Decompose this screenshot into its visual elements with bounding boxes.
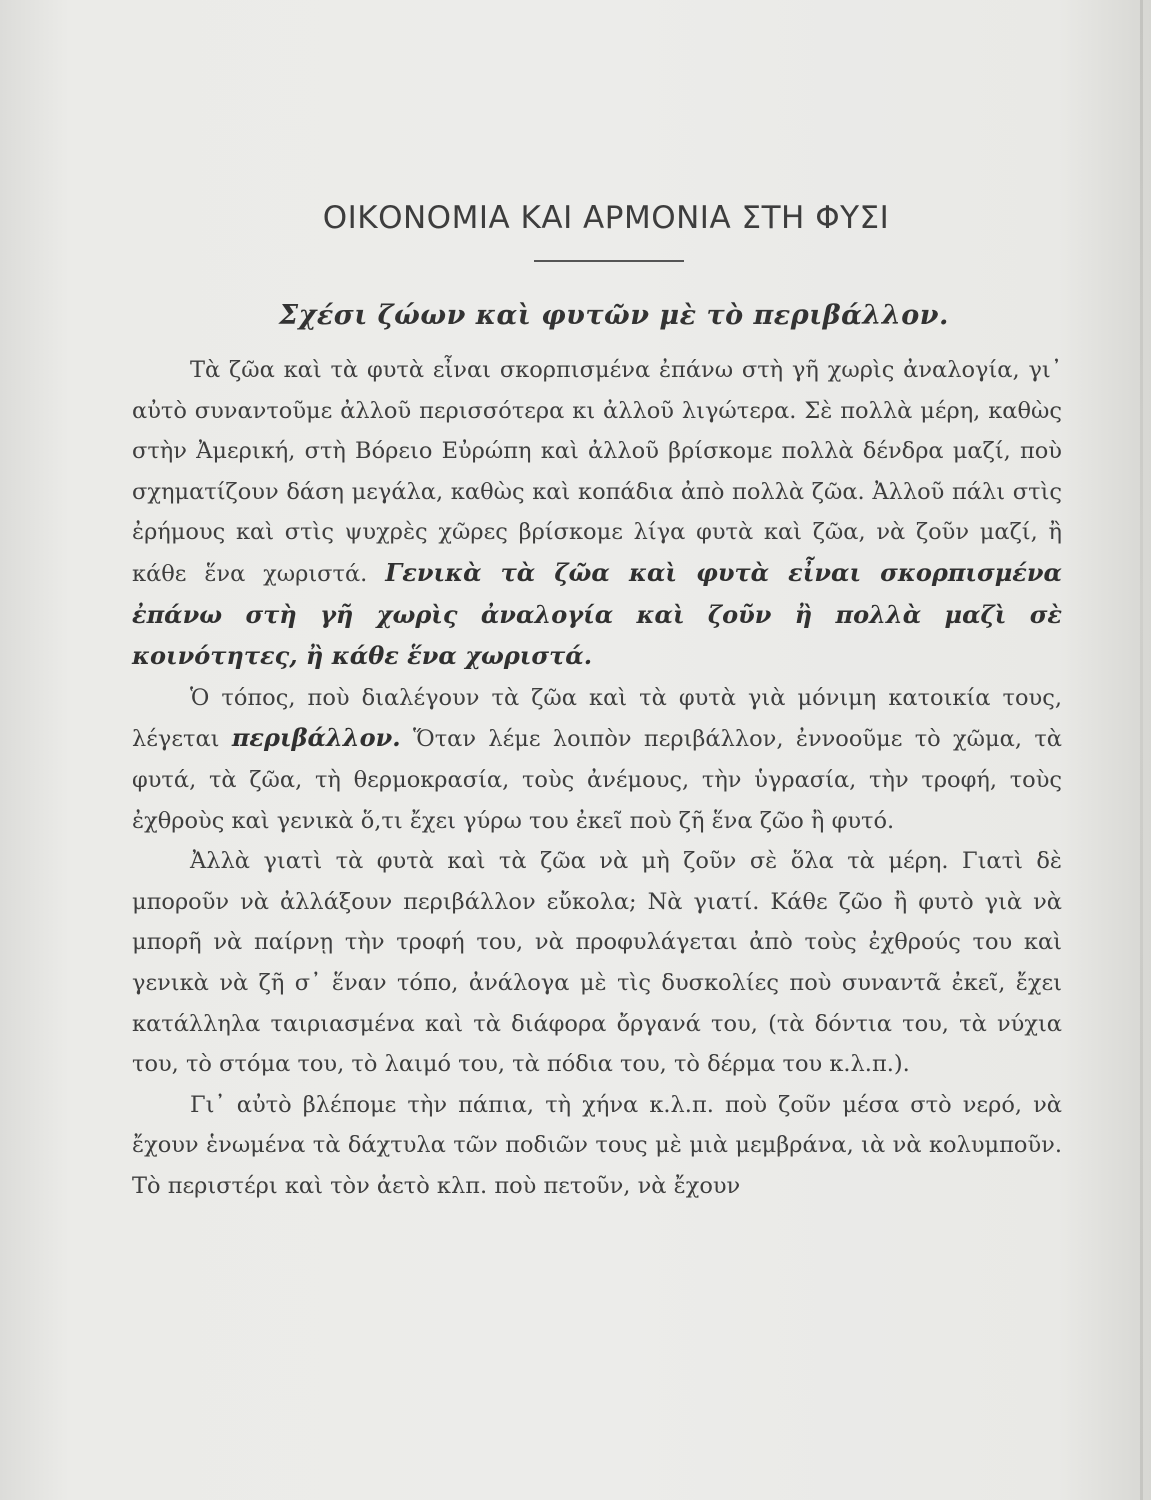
page-content (132, 196, 1062, 1206)
paragraph-4-text: Γι᾽ αὐτὸ βλέπομε τὴν πάπια, τὴ χήνα κ.λ.π. ποὺ ζοῦν μέσα στὸ νερό, νὰ ἔχουν ἑνωμένα τὰ δάχτυλα τῶν ποδιῶν τους μὲ μιὰ μεμβράνα, ιὰ νὰ κολυμποῦν. Τὸ περιστέρι καὶ τὸν ἀετὸ κλπ. ποὺ πετοῦν, νὰ ἔχουν (132, 1091, 1062, 1199)
section-subtitle: Σχέσι ζώων καὶ φυτῶν μὲ τὸ περιβάλλον. (279, 300, 949, 331)
paragraph-2-text-before: Ὁ τόπος, ποὺ διαλέγουν τὰ ζῶα καὶ τὰ φυτὰ γιὰ μόνιμη κατοικία τους, λέγεται (132, 684, 1062, 753)
paragraph-1 (132, 350, 1062, 678)
paragraph-3-text: Ἀλλὰ γιατὶ τὰ φυτὰ καὶ τὰ ζῶα νὰ μὴ ζοῦν σὲ ὅλα τὰ μέρη. Γιατὶ δὲ μποροῦν νὰ ἀλλάξουν περιβάλλον εὔκολα; Νὰ γιατί. Κάθε ζῶο ἢ φυτὸ γιὰ νὰ μπορῆ νὰ παίρνῃ τὴν τροφή του, νὰ προφυλάγεται ἀπὸ τοὺς ἐχθρούς του καὶ γενικὰ νὰ ζῆ σ᾽ ἕναν τόπο, ἀνάλογα μὲ τὶς δυσκολίες ποὺ συναντᾶ ἐκεῖ, ἔχει κατάλληλα ταιριασμένα καὶ τὰ διάφορα ὄργανά του, (τὰ δόντια του, τὰ νύχια του, τὸ στόμα του, τὸ λαιμό του, τὰ πόδια του, τὸ δέρμα του κ.λ.π.). (132, 848, 1062, 1078)
chapter-title: ΟΙΚΟΝΟΜΙΑ ΚΑΙ ΑΡΜΟΝΙΑ ΣΤΗ ΦΥΣΙ (322, 200, 890, 236)
paragraph-1-emphasis: Γενικὰ τὰ ζῶα καὶ φυτὰ εἶναι σκορπισμένα ἐπάνω στὴ γῆ χωρὶς ἀναλογία καὶ ζοῦν ἢ πολλὰ μαζὶ σὲ κοινότητες, ἢ κάθε ἕνα χωριστά. (132, 557, 1062, 671)
paragraph-2 (132, 678, 1062, 841)
paragraph-2-emphasis: περιβάλλον. (231, 723, 401, 753)
title-rule (534, 260, 684, 262)
paragraph-4 (132, 1085, 1062, 1207)
page-edge (1140, 0, 1143, 1500)
paragraph-2-text-after: Ὅταν λέμε λοιπὸν περιβάλλον, ἐννοοῦμε τὸ χῶμα, τὰ φυτά, τὰ ζῶα, τὴ θερμοκρασία, τοὺς ἀνέμους, τὴν ὑγρασία, τὴν τροφή, τοὺς ἐχθροὺς καὶ γενικὰ ὅ,τι ἔχει γύρω του ἐκεῖ ποὺ ζῆ ἕνα ζῶο ἢ φυτό. (132, 726, 1062, 834)
paragraph-3 (132, 841, 1062, 1085)
paragraph-1-text: Τὰ ζῶα καὶ τὰ φυτὰ εἶναι σκορπισμένα ἐπάνω στὴ γῆ χωρὶς ἀναλογία, γι᾽ αὐτὸ συναντοῦμε ἀλλοῦ περισσότερα κι ἀλλοῦ λιγώτερα. Σὲ πολλὰ μέρη, καθὼς στὴν Ἀμερική, στὴ Βόρειο Εὐρώπη καὶ ἀλλοῦ βρίσκομε πολλὰ δένδρα μαζί, ποὺ σχηματίζουν δάση μεγάλα, καθὼς καὶ κοπάδια ἀπὸ πολλὰ ζῶα. Ἀλλοῦ πάλι στὶς ἐρήμους καὶ στὶς ψυχρὲς χῶρες βρίσκομε λίγα φυτὰ καὶ ζῶα, νὰ ζοῦν μαζί, ἢ κάθε ἕνα χωριστά. (132, 357, 1062, 587)
body-text (132, 350, 1062, 1206)
